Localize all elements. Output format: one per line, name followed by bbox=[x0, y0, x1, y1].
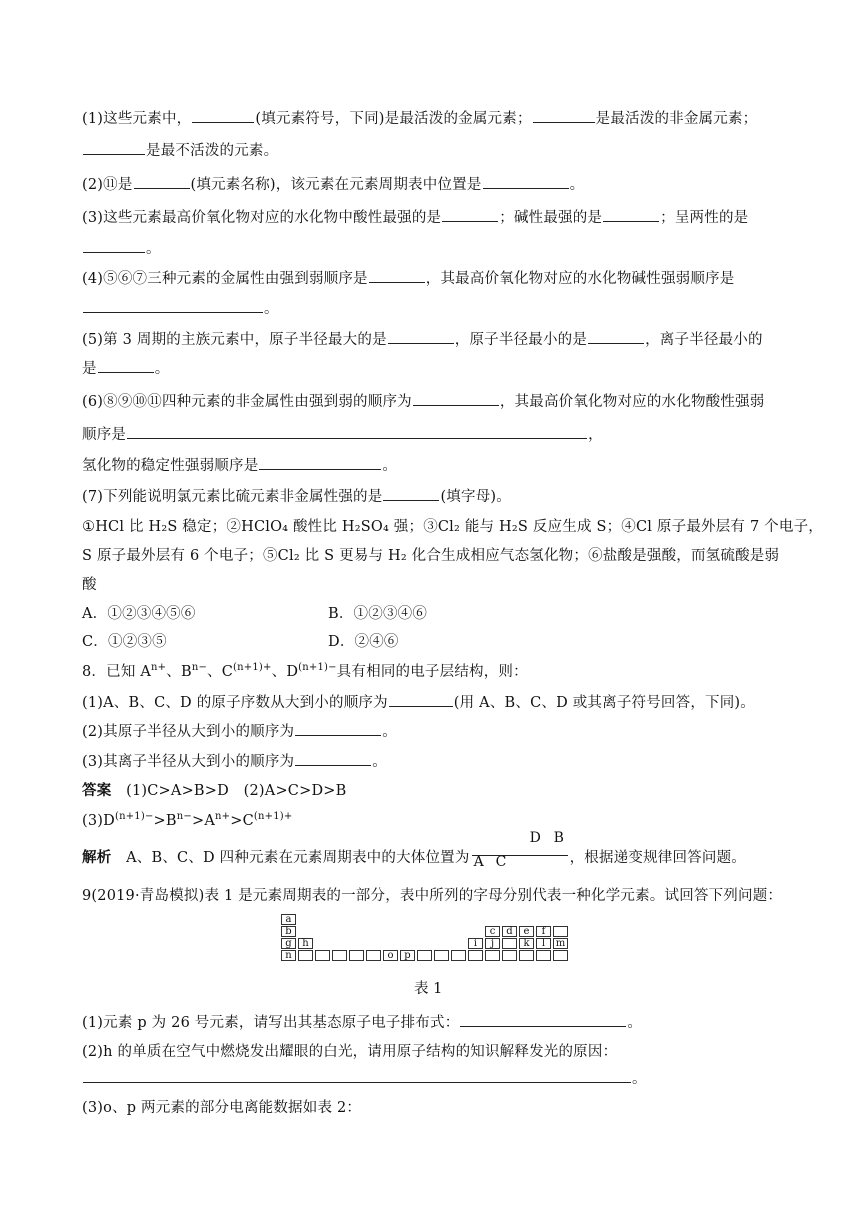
element-cell bbox=[332, 950, 347, 961]
element-cell bbox=[349, 950, 364, 961]
position-diagram: D B A C bbox=[472, 839, 568, 873]
answer-blank[interactable] bbox=[483, 174, 569, 189]
q7-part2: (2)⑪是 (填元素名称)，该元素在元素周期表中位置是 。 bbox=[82, 174, 584, 195]
answer-blank[interactable] bbox=[295, 751, 371, 766]
answer-blank[interactable] bbox=[383, 486, 439, 501]
q7-part4-line2: 。 bbox=[82, 298, 279, 319]
q7-part6-line2: 顺序是 ， bbox=[82, 424, 603, 445]
answer-blank[interactable] bbox=[83, 140, 145, 155]
q7-statement-line1: ①HCl 比 H₂S 稳定；②HClO₄ 酸性比 H₂SO₄ 强；③Cl₂ 能与 H₂S 反应生成 S；④Cl 原子最外层有 7 个电子， bbox=[82, 519, 823, 535]
q9-part3: (3)o、p 两元素的部分电离能数据如表 2： bbox=[82, 1100, 362, 1116]
element-cell bbox=[502, 938, 517, 949]
answer-blank[interactable] bbox=[588, 329, 644, 344]
element-cell-i: i bbox=[468, 938, 483, 949]
element-cell bbox=[366, 950, 381, 961]
q8-answer-line1: 答案 (1)C>A>B>D (2)A>C>D>B bbox=[82, 782, 347, 799]
element-cell-c: c bbox=[485, 926, 500, 937]
answer-blank[interactable] bbox=[134, 174, 190, 189]
element-cell-k: k bbox=[519, 938, 534, 949]
answer-blank[interactable] bbox=[127, 424, 587, 439]
q8-stem: 8．已知 $A^{n+}$、$B^{n-}$、$C^{(n+1)+}$、$D^{(n+1)-}$具有相同的电子层结构，则： bbox=[82, 662, 528, 680]
q7-statement-line3: 酸 bbox=[82, 577, 97, 593]
answer-blank[interactable] bbox=[413, 391, 499, 406]
answer-blank[interactable] bbox=[442, 207, 498, 222]
element-cell-e: e bbox=[519, 926, 534, 937]
element-cell bbox=[502, 950, 517, 961]
q7-statement-line2: S 原子最外层有 6 个电子；⑤Cl₂ 比 S 更易与 H₂ 化合生成相应气态氢化物；⑥盐酸是强酸，而氢硫酸是弱 bbox=[82, 548, 780, 564]
periodic-table-figure bbox=[281, 914, 587, 964]
q9-part2: (2)h 的单质在空气中燃烧发出耀眼的白光，请用原子结构的知识解释发光的原因： bbox=[82, 1044, 618, 1060]
answer-blank[interactable] bbox=[98, 358, 154, 373]
answer-label: 答案 bbox=[82, 782, 112, 799]
answer-blank[interactable] bbox=[603, 207, 659, 222]
q9-part1: (1)元素 p 为 26 号元素，请写出其基态原子电子排布式： 。 bbox=[82, 1012, 642, 1033]
element-cell bbox=[485, 950, 500, 961]
q7-part3-line1: (3)这些元素最高价氧化物对应的水化物中酸性最强的是 ；碱性最强的是 ；呈两性的是 bbox=[82, 207, 748, 228]
q7-part1-line1: (1)这些元素中， (填元素符号，下同)是最活泼的金属元素； 是最活泼的非金属元素； bbox=[82, 108, 757, 129]
answer-blank[interactable] bbox=[192, 108, 254, 123]
element-cell-g: g bbox=[281, 938, 296, 949]
element-cell-n: n bbox=[281, 950, 296, 961]
element-cell bbox=[553, 950, 568, 961]
q7-part7: (7)下列能说明氯元素比硫元素非金属性强的是 (填字母)。 bbox=[82, 486, 511, 507]
answer-blank[interactable] bbox=[460, 1012, 626, 1027]
element-cell-b: b bbox=[281, 926, 296, 937]
q8-analysis: 解析 A、B、C、D 四种元素在元素周期表中的大体位置为 D B A C ，根据递变规律回答问题。 bbox=[82, 840, 746, 876]
q7-part4-line1: (4)⑤⑥⑦三种元素的金属性由强到弱顺序是 ，其最高价氧化物对应的水化物碱性强弱顺序是 bbox=[82, 268, 734, 289]
element-cell-f: f bbox=[536, 926, 551, 937]
answer-blank[interactable] bbox=[83, 1068, 631, 1083]
element-cell bbox=[417, 950, 432, 961]
element-cell bbox=[298, 950, 313, 961]
element-cell-j: j bbox=[485, 938, 500, 949]
element-cell-m: m bbox=[553, 938, 568, 949]
q7-options-row1 bbox=[82, 604, 428, 624]
element-cell-p: p bbox=[400, 950, 415, 961]
element-cell-o: o bbox=[383, 950, 398, 961]
q9-part2-answer: 。 bbox=[82, 1068, 647, 1089]
q7-options-row2 bbox=[82, 632, 399, 652]
answer-blank[interactable] bbox=[389, 692, 453, 707]
q7-part6-line3: 氢化物的稳定性强弱顺序是 。 bbox=[82, 455, 397, 476]
q7-part3-line2: 。 bbox=[82, 238, 161, 259]
answer-blank[interactable] bbox=[259, 455, 381, 470]
answer-blank[interactable] bbox=[388, 329, 454, 344]
answer-blank[interactable] bbox=[83, 238, 145, 253]
element-cell bbox=[451, 950, 466, 961]
element-cell bbox=[434, 950, 449, 961]
analysis-label: 解析 bbox=[82, 849, 112, 866]
element-cell bbox=[536, 950, 551, 961]
element-cell bbox=[519, 950, 534, 961]
q9-stem: 9(2019·青岛模拟)表 1 是元素周期表的一部分，表中所列的字母分别代表一种化学元素。试回答下列问题： bbox=[82, 888, 783, 904]
q7-part5-line2: 是 。 bbox=[82, 358, 169, 379]
q7-part1-line2: 是最不活泼的元素。 bbox=[82, 140, 278, 161]
answer-blank[interactable] bbox=[83, 298, 263, 313]
q8-part1: (1)A、B、C、D 的原子序数从大到小的顺序为 (用 A、B、C、D 或其离子符号回答，下同)。 bbox=[82, 692, 755, 713]
element-cell bbox=[315, 950, 330, 961]
q8-part2: (2)其原子半径从大到小的顺序为 。 bbox=[82, 721, 397, 742]
element-cell bbox=[468, 950, 483, 961]
option-a[interactable]: A．①②③④⑤⑥ bbox=[82, 606, 196, 622]
table-caption: 表 1 bbox=[414, 981, 443, 997]
option-b[interactable]: B．①②③④⑥ bbox=[328, 606, 428, 622]
element-cell-d: d bbox=[502, 926, 517, 937]
answer-blank[interactable] bbox=[533, 108, 595, 123]
q7-part5-line1: (5)第 3 周期的主族元素中，原子半径最大的是 ，原子半径最小的是 ，离子半径最小的 bbox=[82, 329, 763, 350]
q7-part6-line1: (6)⑧⑨⑩⑪四种元素的非金属性由强到弱的顺序为 ，其最高价氧化物对应的水化物酸性强弱 bbox=[82, 391, 764, 412]
answer-blank[interactable] bbox=[369, 268, 425, 283]
element-cell-h: h bbox=[298, 938, 313, 949]
option-d[interactable]: D．②④⑥ bbox=[328, 634, 399, 650]
element-cell bbox=[553, 926, 568, 937]
option-c[interactable]: C．①②③⑤ bbox=[82, 634, 167, 650]
answer-blank[interactable] bbox=[295, 721, 381, 736]
element-cell-a: a bbox=[281, 914, 296, 925]
q8-part3: (3)其离子半径从大到小的顺序为 。 bbox=[82, 751, 387, 772]
q8-answer-line2: $(3)D^{(n+1)-}>B^{n-}>A^{n+}>C^{(n+1)+}$ bbox=[82, 811, 293, 829]
element-cell-l: l bbox=[536, 938, 551, 949]
